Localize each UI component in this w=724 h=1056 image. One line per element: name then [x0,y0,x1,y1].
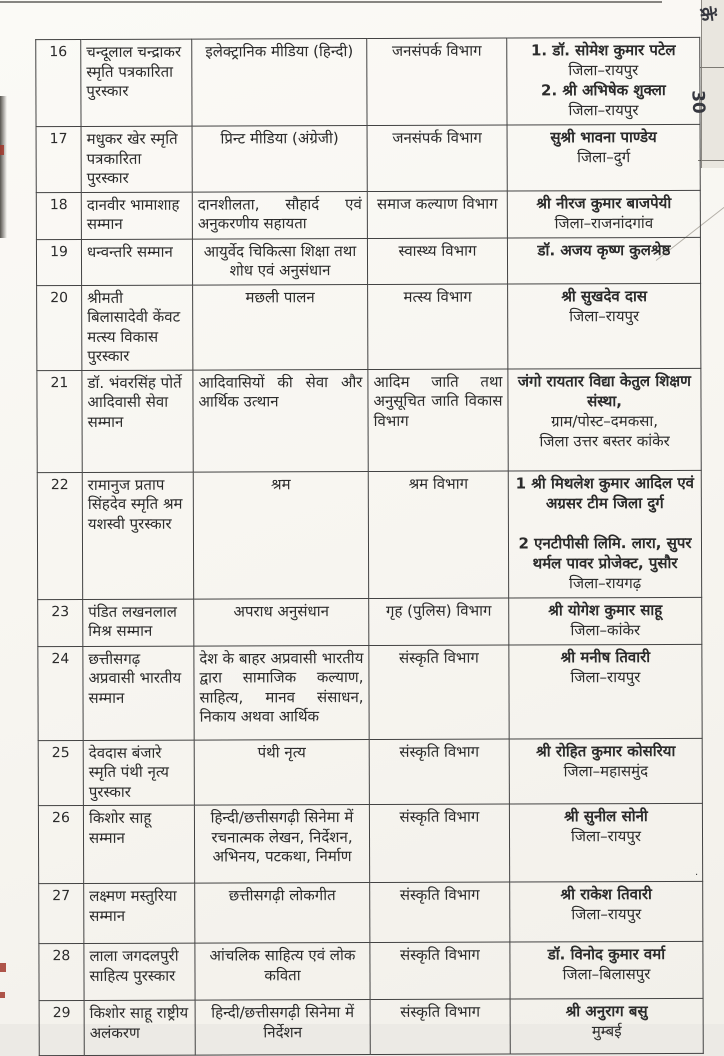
cell-award-name: लाला जगदलपुरी साहित्य पुरस्कार [84,943,195,1000]
scan-left-edge-shadow [0,96,7,238]
cell-serial-number: 29 [39,1000,84,1055]
cell-department: गृह (पुलिस) विभाग [369,598,509,645]
cell-category: छत्तीसगढ़ी लोकगीत [195,883,370,944]
cell-serial-number: 25 [38,740,83,806]
cell-award-name: छत्तीसगढ़ अप्रवासी भारतीय सम्मान [83,646,194,740]
cell-category: प्रिन्ट मीडिया (अंग्रेजी) [192,126,367,192]
edge-ink-mark [0,992,5,998]
cell-recipient [510,998,703,1054]
recipient-line: थर्मल पावर प्रोजेक्ट, पुसौर [532,553,678,572]
recipient-line: डॉ. अजय कृष्ण कुलश्रेष्ठ [537,240,671,259]
recipient-line: जिला–रायपुर [570,667,641,686]
cell-department: संस्कृति विभाग [370,999,510,1054]
recipient-line: जिला–रायपुर [569,306,640,325]
recipient-line: ग्राम/पोस्ट–दमकसा, [551,411,659,430]
cell-category: हिन्दी/छत्तीसगढ़ी सिनेमा में निर्देशन [195,1000,370,1056]
recipient-line: जिला उत्तर बस्तर कांकेर [539,431,670,450]
recipient-line: डॉ. विनोद कुमार वर्मा [547,944,666,964]
cell-award-name: दानवीर भामाशाह सम्मान [81,192,192,239]
cell-serial-number: 18 [36,192,81,239]
cell-category: मछली पालन [193,284,368,370]
under-page-fold [701,0,724,168]
recipient-line: संस्था, [587,391,622,410]
recipient-line: जिला–कांकेर [570,620,641,639]
cell-award-name: किशोर साहू सम्मान [83,805,194,883]
cell-recipient [507,237,700,284]
cell-recipient [508,283,701,369]
cell-department: संस्कृति विभाग [369,645,509,739]
cell-department: आदिम जाति तथा अनुसूचित जाति विकास विभाग [368,369,508,471]
recipient-line: श्री योगेश कुमार साहू [548,600,663,619]
table-row [37,368,701,472]
cell-department: समाज कल्याण विभाग [367,191,507,238]
recipient-line: श्री सुखदेव दास [561,286,647,305]
recipient-line: जंगो रायतार विद्या केतुल शिक्षण [517,371,692,390]
table-row [36,190,700,239]
cell-category: हिन्दी/छत्तीसगढ़ी सिनेमा में रचनात्मक लेखन, निर्देशन, अभिनय, पटकथा, निर्माण [194,805,369,884]
cell-department: मत्स्य विभाग [368,284,508,369]
cell-department: जनसंपर्क विभाग [367,38,507,125]
recipient-line: जिला–राजनांदगांव [554,213,654,232]
table-row [38,803,702,883]
cell-department: स्वास्थ्य विभाग [367,238,507,284]
handwritten-page-number: 30 [687,89,709,115]
cell-serial-number: 16 [36,40,81,127]
cell-recipient [508,470,701,598]
cell-recipient [507,190,700,238]
cell-category: इलेक्ट्रानिक मीडिया (हिन्दी) [192,39,367,127]
cell-award-name: देवदास बंजारे स्मृति पंथी नृत्य पुरस्कार [83,740,194,806]
recipient-line: जिला–रायपुर [568,101,639,120]
cell-category: आदिवासियों की सेवा और आर्थिक उत्थान [193,369,368,472]
recipient-line: श्री राकेश तिवारी [560,885,652,904]
cell-department: जनसंपर्क विभाग [367,125,507,191]
table-row [38,644,702,740]
table-row [39,998,703,1055]
recipient-line: जिला–बिलासपुर [562,965,651,984]
cell-award-name: रामानुज प्रताप सिंहदेव स्मृति श्रम यशस्वी पुरस्कार [82,472,193,599]
pen-tick-mark: · [695,870,699,881]
cell-serial-number: 19 [36,239,81,285]
table-row [39,881,703,943]
cell-award-name: चन्दूलाल चन्द्राकर स्मृति पत्रकारिता पुरस्कार [81,39,192,126]
cell-award-name: डॉ. भंवरसिंह पोर्ते आदिवासी सेवा सम्मान [82,370,193,472]
cell-department: श्रम विभाग [368,471,508,598]
recipient-line: जिला–रायपुर [568,61,639,80]
cell-category: देश के बाहर अप्रवासी भारतीय द्वारा सामाजिक कल्याण, साहित्य, मानव संसाधन, निकाय अथवा आर्थिक [194,645,369,740]
recipient-line: 1. डॉ. सोमेश कुमार पटेल [530,40,676,60]
recipient-line: मुम्बई [591,1022,622,1041]
cell-recipient [509,644,702,739]
awards-table-body [36,37,704,1055]
cell-serial-number: 27 [39,883,84,943]
table-row [36,37,700,126]
cell-recipient [507,37,700,125]
cell-department: संस्कृति विभाग [370,882,510,942]
cell-department: संस्कृति विभाग [369,739,509,805]
recipient-line [514,513,696,534]
edge-ink-mark [0,145,4,155]
cell-serial-number: 23 [38,599,83,646]
table-row [38,738,702,806]
table-row [37,470,701,599]
cell-recipient [509,803,702,882]
cell-award-name: मधुकर खेर स्मृति पत्रकारिता पुरस्कार [81,126,192,192]
recipient-line: जिला–रायगढ़ [569,573,642,592]
recipient-line: श्री मनीष तिवारी [560,647,651,666]
recipient-line: श्री रोहित कुमार कोसरिया [536,741,676,760]
cell-serial-number: 17 [36,127,81,193]
cell-serial-number: 26 [38,806,83,884]
cell-recipient [507,124,700,190]
cell-recipient [509,597,702,645]
cell-category: आयुर्वेद चिकित्सा शिक्षा तथा शोध एवं अनुसंधान [192,238,367,285]
table-row [37,283,701,370]
recipient-line: श्री अनुराग बसु [565,1002,648,1021]
cell-recipient [509,738,702,804]
recipient-line: जिला–महासमुंद [563,761,649,780]
recipient-line: जिला–रायपुर [571,905,642,924]
recipient-line: सुश्री भावना पाण्डेय [550,127,657,147]
cell-category: आंचलिक साहित्य एवं लोक कविता [195,943,370,1001]
cell-award-name: श्रीमती बिलासादेवी केंवट मत्स्य विकास पुरस्कार [82,285,193,370]
cell-department: संस्कृति विभाग [369,804,509,882]
cell-recipient [508,368,701,471]
cell-recipient [510,941,703,999]
cell-department: संस्कृति विभाग [370,942,510,999]
table-row [39,941,703,1000]
cell-recipient [510,881,703,942]
cell-serial-number: 28 [39,943,84,1000]
cell-category: अपराध अनुसंधान [194,598,369,646]
cell-award-name: लक्ष्मण मस्तुरिया सम्मान [84,883,195,943]
recipient-line: 1 श्री मिथलेश कुमार आदिल एवं [515,473,694,492]
edge-ink-mark [0,963,6,972]
recipient-line: जिला–दुर्ग [577,148,631,167]
cell-category: पंथी नृत्य [194,739,369,805]
fold-crease-line [700,67,724,68]
cell-serial-number: 24 [38,646,83,740]
cell-category: श्रम [193,471,368,599]
scan-top-edge-artifact [0,1,662,3]
cell-award-name: धन्वन्तरि सम्मान [81,239,192,285]
awards-table [35,37,704,1056]
recipient-line: 2 एनटीपीसी लिमि. लारा, सुपर [518,533,692,552]
cell-serial-number: 20 [37,285,82,370]
recipient-line: जिला–रायपुर [570,827,642,846]
recipient-line: 2. श्री अभिषेक शुक्ला [540,80,666,100]
cell-serial-number: 21 [37,370,82,472]
cell-category: दानशीलता, सौहार्द एवं अनुकरणीय सहायता [192,191,367,239]
recipient-line: अग्रसर टीम जिला दुर्ग [545,493,664,512]
handwritten-corner-mark: क्रें [695,5,718,23]
table-row [36,237,700,285]
fold-crease-line [698,160,724,161]
cell-award-name: पंडित लखनलाल मिश्र सम्मान [83,599,194,646]
recipient-line: श्री नीरज कुमार बाजपेयी [536,193,672,212]
cell-award-name: किशोर साहू राष्ट्रीय अलंकरण [84,1000,195,1055]
cell-serial-number: 22 [37,472,82,599]
recipient-line: श्री सुनील सोनी [564,807,648,826]
table-row [36,124,700,192]
table-row [38,597,702,646]
